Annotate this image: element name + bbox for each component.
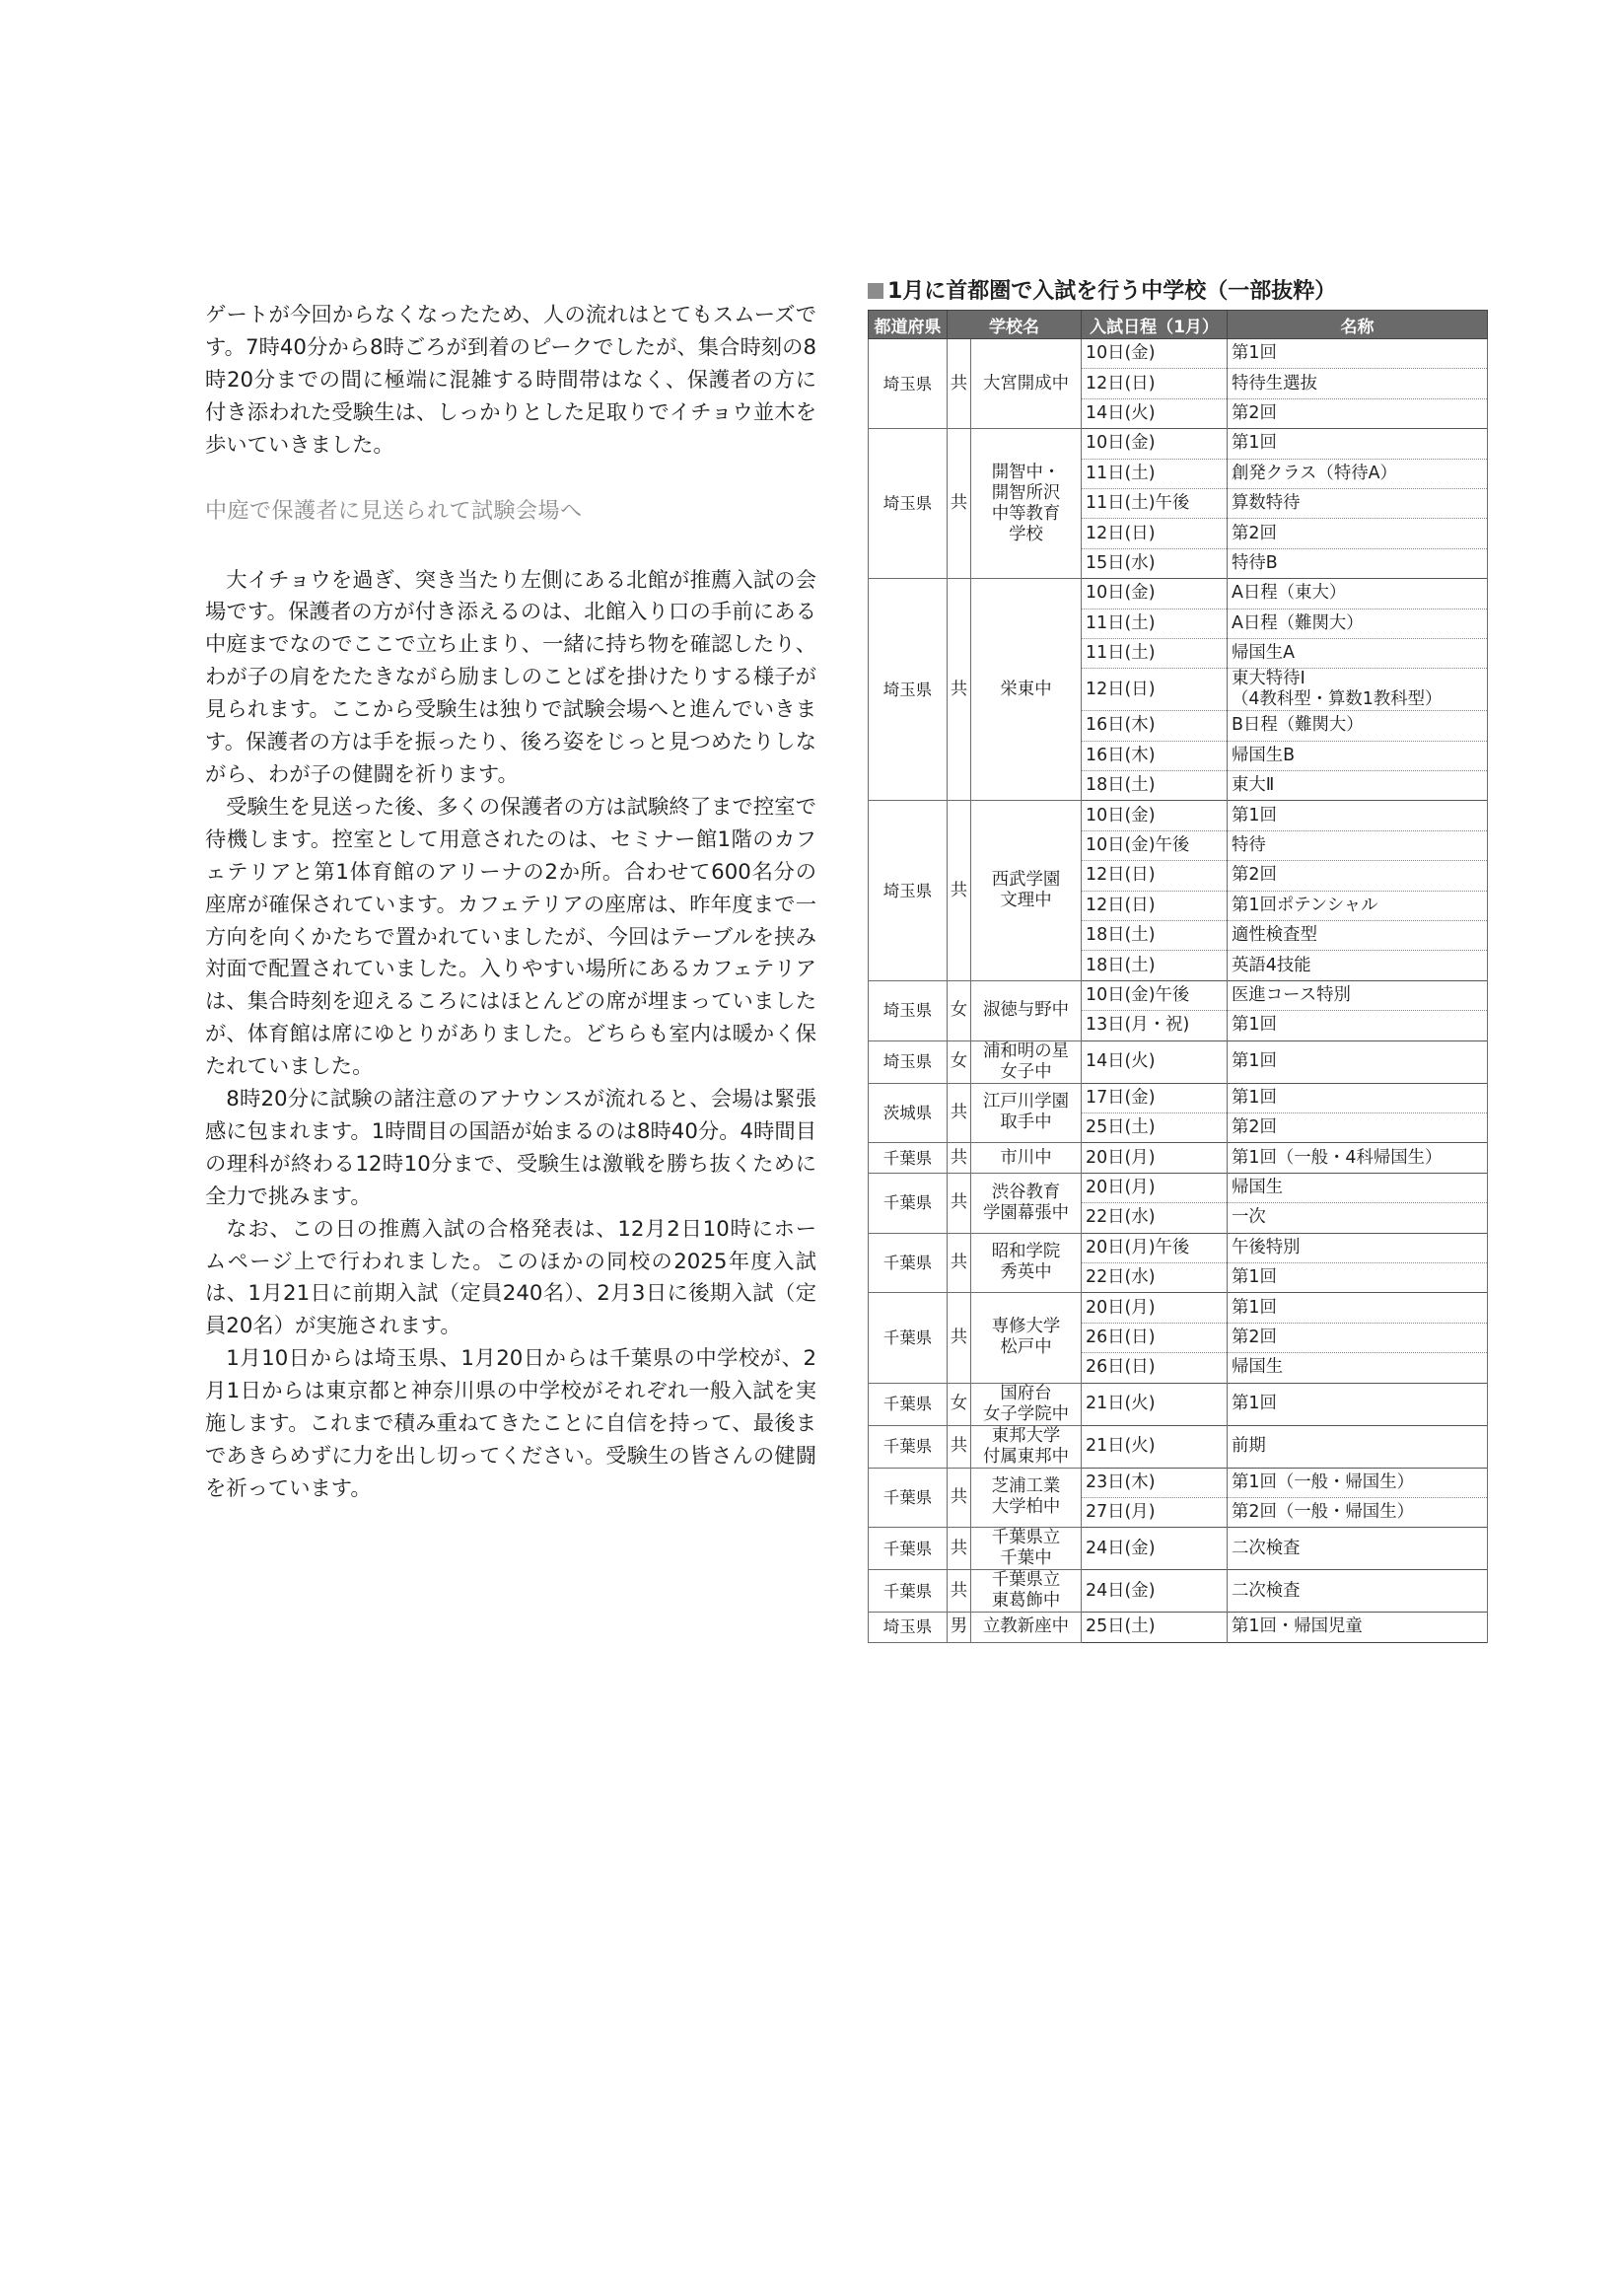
cell-exam-date: 12日(日) — [1082, 519, 1228, 548]
cell-school-name: 西武学園 文理中 — [971, 801, 1082, 980]
cell-gender: 共 — [948, 1468, 971, 1528]
cell-gender: 共 — [948, 1143, 971, 1173]
cell-prefecture: 埼玉県 — [869, 801, 948, 980]
cell-exam-name: 第2回 — [1228, 519, 1488, 548]
cell-exam-date: 12日(日) — [1082, 861, 1228, 891]
cell-exam-name: 医進コース特別 — [1228, 980, 1488, 1010]
cell-exam-date: 21日(火) — [1082, 1425, 1228, 1468]
cell-school-name: 芝浦工業 大学柏中 — [971, 1468, 1082, 1528]
cell-gender: 共 — [948, 1233, 971, 1293]
header-school-name: 学校名 — [948, 311, 1082, 339]
cell-prefecture: 千葉県 — [869, 1233, 948, 1293]
cell-exam-date: 23日(木) — [1082, 1468, 1228, 1497]
cell-gender: 女 — [948, 1040, 971, 1083]
table-row — [869, 1040, 1488, 1083]
exam-schedule-table-box — [868, 278, 1487, 1643]
cell-exam-name: 第1回ポテンシャル — [1228, 891, 1488, 920]
cell-prefecture: 埼玉県 — [869, 429, 948, 579]
cell-exam-name: 午後特別 — [1228, 1233, 1488, 1262]
cell-exam-name: 第1回（一般・4科帰国生） — [1228, 1143, 1488, 1173]
table-row — [869, 1383, 1488, 1425]
article-paragraph: 大イチョウを過ぎ、突き当たり左側にある北館が推薦入試の会場です。保護者の方が付き添えるのは、北館入り口の手前にある中庭までなのでここで立ち止まり、一緒に持ち物を確認したり、わが子の肩をたたきながら励ましのことばを掛けたりする様子が見られます。ここから受験生は独りで試験会場へと進んでいきます。保護者の方は手を振ったり、後ろ姿をじっと見つめたりしながら、わが子の健闘を祈ります。 — [205, 567, 816, 787]
cell-exam-date: 22日(水) — [1082, 1203, 1228, 1233]
header-prefecture: 都道府県 — [869, 311, 948, 339]
cell-prefecture: 埼玉県 — [869, 980, 948, 1040]
cell-exam-name: 東大特待Ⅰ （4教科型・算数1教科型） — [1228, 669, 1488, 711]
cell-school-name: 国府台 女子学院中 — [971, 1383, 1082, 1425]
article-paragraph: 1月10日からは埼玉県、1月20日からは千葉県の中学校が、2月1日からは東京都と神奈川県の中学校がそれぞれ一般入試を実施します。これまで積み重ねてきたことに自信を持って、最後まであきらめずに力を出し切ってください。受験生の皆さんの健闘を祈っています。 — [205, 1346, 816, 1501]
cell-exam-date: 24日(金) — [1082, 1528, 1228, 1570]
cell-exam-name: 第2回 — [1228, 1112, 1488, 1142]
cell-school-name: 栄東中 — [971, 579, 1082, 801]
table-row — [869, 579, 1488, 609]
article-column — [205, 300, 816, 1506]
cell-school-name: 渋谷教育 学園幕張中 — [971, 1173, 1082, 1233]
cell-exam-name: 第1回 — [1228, 1383, 1488, 1425]
square-bullet-icon — [868, 283, 883, 299]
cell-school-name: 千葉県立 東葛飾中 — [971, 1570, 1082, 1613]
cell-prefecture: 埼玉県 — [869, 1613, 948, 1642]
cell-exam-date: 21日(火) — [1082, 1383, 1228, 1425]
cell-school-name: 立教新座中 — [971, 1613, 1082, 1642]
header-exam-date: 入試日程（1月） — [1082, 311, 1228, 339]
cell-prefecture: 千葉県 — [869, 1293, 948, 1383]
cell-exam-name: 二次検査 — [1228, 1528, 1488, 1570]
cell-exam-name: A日程（東大） — [1228, 579, 1488, 609]
cell-exam-date: 14日(火) — [1082, 1040, 1228, 1083]
cell-school-name: 大宮開成中 — [971, 339, 1082, 429]
article-paragraph: 受験生を見送った後、多くの保護者の方は試験終了まで控室で待機します。控室として用意されたのは、セミナー館1階のカフェテリアと第1体育館のアリーナの2か所。合わせて600名分の座席が確保されています。カフェテリアの座席は、昨年度まで一方向を向くかたちで置かれていましたが、今回はテーブルを挟み対面で配置されていました。入りやすい場所にあるカフェテリアは、集合時刻を迎えるころにはほとんどの席が埋まっていましたが、体育館は席にゆとりがありました。どちらも室内は暖かく保たれていました。 — [205, 794, 816, 1080]
table-row — [869, 429, 1488, 459]
cell-exam-date: 10日(金) — [1082, 801, 1228, 830]
cell-exam-date: 13日(月・祝) — [1082, 1011, 1228, 1040]
cell-exam-name: 第1回 — [1228, 429, 1488, 459]
cell-exam-name: 第1回 — [1228, 339, 1488, 369]
cell-exam-name: 第1回 — [1228, 1083, 1488, 1112]
cell-exam-name: 特待B — [1228, 548, 1488, 578]
cell-exam-date: 16日(木) — [1082, 741, 1228, 770]
cell-exam-date: 26日(日) — [1082, 1353, 1228, 1383]
cell-exam-date: 26日(日) — [1082, 1323, 1228, 1352]
cell-exam-name: 東大Ⅱ — [1228, 771, 1488, 801]
cell-exam-date: 25日(土) — [1082, 1112, 1228, 1142]
cell-exam-date: 25日(土) — [1082, 1613, 1228, 1642]
cell-exam-name: 第2回（一般・帰国生） — [1228, 1497, 1488, 1527]
cell-exam-date: 17日(金) — [1082, 1083, 1228, 1112]
cell-exam-date: 11日(土)午後 — [1082, 488, 1228, 518]
table-title-text: 1月に首都圏で入試を行う中学校（一部抜粋） — [887, 279, 1337, 304]
cell-exam-name: 一次 — [1228, 1203, 1488, 1233]
cell-exam-date: 11日(土) — [1082, 638, 1228, 668]
table-row — [869, 1233, 1488, 1262]
table-row — [869, 339, 1488, 369]
cell-exam-name: 第1回 — [1228, 1262, 1488, 1292]
cell-school-name: 東邦大学 付属東邦中 — [971, 1425, 1082, 1468]
cell-exam-name: A日程（難関大） — [1228, 609, 1488, 638]
cell-prefecture: 千葉県 — [869, 1570, 948, 1613]
cell-exam-date: 18日(土) — [1082, 771, 1228, 801]
cell-school-name: 市川中 — [971, 1143, 1082, 1173]
cell-exam-date: 20日(月) — [1082, 1143, 1228, 1173]
cell-exam-name: 第1回 — [1228, 801, 1488, 830]
table-header-row — [869, 311, 1488, 339]
cell-prefecture: 埼玉県 — [869, 339, 948, 429]
cell-exam-date: 11日(土) — [1082, 459, 1228, 488]
cell-school-name: 淑徳与野中 — [971, 980, 1082, 1040]
cell-exam-date: 10日(金)午後 — [1082, 980, 1228, 1010]
table-title — [868, 278, 1487, 306]
cell-exam-date: 20日(月) — [1082, 1173, 1228, 1202]
article-paragraph: なお、この日の推薦入試の合格発表は、12月2日10時にホームページ上で行われました。このほかの同校の2025年度入試は、1月21日に前期入試（定員240名）、2月3日に後期入試（定員20名）が実施されます。 — [205, 1216, 816, 1339]
exam-schedule-table — [868, 310, 1488, 1643]
cell-exam-date: 22日(水) — [1082, 1262, 1228, 1292]
cell-exam-name: 帰国生 — [1228, 1353, 1488, 1383]
table-row — [869, 801, 1488, 830]
cell-exam-name: 第1回・帰国児童 — [1228, 1613, 1488, 1642]
cell-exam-date: 12日(日) — [1082, 369, 1228, 398]
cell-gender: 共 — [948, 1173, 971, 1233]
cell-exam-name: 第2回 — [1228, 1323, 1488, 1352]
table-body — [869, 339, 1488, 1643]
cell-exam-date: 20日(月)午後 — [1082, 1233, 1228, 1262]
cell-prefecture: 千葉県 — [869, 1425, 948, 1468]
cell-gender: 共 — [948, 1570, 971, 1613]
cell-school-name: 昭和学院 秀英中 — [971, 1233, 1082, 1293]
cell-exam-name: 第1回 — [1228, 1011, 1488, 1040]
cell-school-name: 浦和明の星 女子中 — [971, 1040, 1082, 1083]
cell-prefecture: 千葉県 — [869, 1143, 948, 1173]
article-paragraph: ゲートが今回からなくなったため、人の流れはとてもスムーズです。7時40分から8時ごろが到着のピークでしたが、集合時刻の8時20分までの間に極端に混雑する時間帯はなく、保護者の方に付き添われた受験生は、しっかりとした足取りでイチョウ並木を歩いていきました。 — [205, 303, 816, 458]
cell-exam-date: 10日(金) — [1082, 579, 1228, 609]
cell-exam-name: 適性検査型 — [1228, 921, 1488, 951]
cell-prefecture: 埼玉県 — [869, 579, 948, 801]
cell-exam-name: 二次検査 — [1228, 1570, 1488, 1613]
cell-gender: 共 — [948, 339, 971, 429]
table-row — [869, 1143, 1488, 1173]
cell-gender: 共 — [948, 429, 971, 579]
cell-exam-date: 24日(金) — [1082, 1570, 1228, 1613]
cell-prefecture: 埼玉県 — [869, 1040, 948, 1083]
table-row — [869, 1570, 1488, 1613]
cell-exam-name: 創発クラス（特待A） — [1228, 459, 1488, 488]
cell-exam-date: 10日(金)午後 — [1082, 830, 1228, 860]
cell-gender: 共 — [948, 801, 971, 980]
header-exam-name: 名称 — [1228, 311, 1488, 339]
cell-exam-date: 12日(日) — [1082, 891, 1228, 920]
article-paragraph: 8時20分に試験の諸注意のアナウンスが流れると、会場は緊張感に包まれます。1時間目の国語が始まるのは8時40分。4時間目の理科が終わる12時10分まで、受験生は激戦を勝ち抜くために全力で挑みます。 — [205, 1087, 816, 1209]
cell-gender: 女 — [948, 1383, 971, 1425]
cell-gender: 共 — [948, 1293, 971, 1383]
cell-exam-date: 14日(火) — [1082, 398, 1228, 428]
table-row — [869, 980, 1488, 1010]
table-row — [869, 1173, 1488, 1202]
cell-exam-name: B日程（難関大） — [1228, 711, 1488, 741]
cell-exam-date: 10日(金) — [1082, 339, 1228, 369]
cell-gender: 共 — [948, 1425, 971, 1468]
cell-prefecture: 千葉県 — [869, 1383, 948, 1425]
cell-exam-name: 帰国生A — [1228, 638, 1488, 668]
cell-exam-date: 15日(水) — [1082, 548, 1228, 578]
table-row — [869, 1293, 1488, 1323]
cell-exam-date: 10日(金) — [1082, 429, 1228, 459]
cell-prefecture: 千葉県 — [869, 1528, 948, 1570]
cell-exam-name: 前期 — [1228, 1425, 1488, 1468]
cell-prefecture: 茨城県 — [869, 1083, 948, 1143]
cell-gender: 男 — [948, 1613, 971, 1642]
cell-exam-name: 第2回 — [1228, 398, 1488, 428]
table-row — [869, 1083, 1488, 1112]
cell-gender: 女 — [948, 980, 971, 1040]
cell-exam-date: 20日(月) — [1082, 1293, 1228, 1323]
cell-exam-name: 帰国生B — [1228, 741, 1488, 770]
table-row — [869, 1528, 1488, 1570]
cell-school-name: 専修大学 松戸中 — [971, 1293, 1082, 1383]
article-paragraphs-after — [205, 565, 816, 1506]
cell-exam-name: 特待 — [1228, 830, 1488, 860]
cell-exam-name: 英語4技能 — [1228, 951, 1488, 980]
cell-exam-name: 第1回 — [1228, 1040, 1488, 1083]
cell-exam-name: 特待生選抜 — [1228, 369, 1488, 398]
cell-exam-date: 16日(木) — [1082, 711, 1228, 741]
cell-exam-name: 帰国生 — [1228, 1173, 1488, 1202]
cell-prefecture: 千葉県 — [869, 1468, 948, 1528]
cell-exam-date: 11日(土) — [1082, 609, 1228, 638]
cell-school-name: 千葉県立 千葉中 — [971, 1528, 1082, 1570]
cell-exam-date: 27日(月) — [1082, 1497, 1228, 1527]
cell-exam-name: 第1回 — [1228, 1293, 1488, 1323]
cell-exam-name: 第1回（一般・帰国生） — [1228, 1468, 1488, 1497]
article-paragraphs-before — [205, 300, 816, 463]
cell-gender: 共 — [948, 1083, 971, 1143]
cell-school-name: 江戸川学園 取手中 — [971, 1083, 1082, 1143]
table-row — [869, 1613, 1488, 1642]
cell-school-name: 開智中・ 開智所沢 中等教育 学校 — [971, 429, 1082, 579]
cell-gender: 共 — [948, 1528, 971, 1570]
section-heading: 中庭で保護者に見送られて試験会場へ — [205, 498, 583, 524]
table-row — [869, 1468, 1488, 1497]
cell-prefecture: 千葉県 — [869, 1173, 948, 1233]
cell-exam-name: 第2回 — [1228, 861, 1488, 891]
cell-exam-date: 18日(土) — [1082, 951, 1228, 980]
cell-exam-date: 12日(日) — [1082, 669, 1228, 711]
cell-gender: 共 — [948, 579, 971, 801]
table-row — [869, 1425, 1488, 1468]
cell-exam-name: 算数特待 — [1228, 488, 1488, 518]
cell-exam-date: 18日(土) — [1082, 921, 1228, 951]
